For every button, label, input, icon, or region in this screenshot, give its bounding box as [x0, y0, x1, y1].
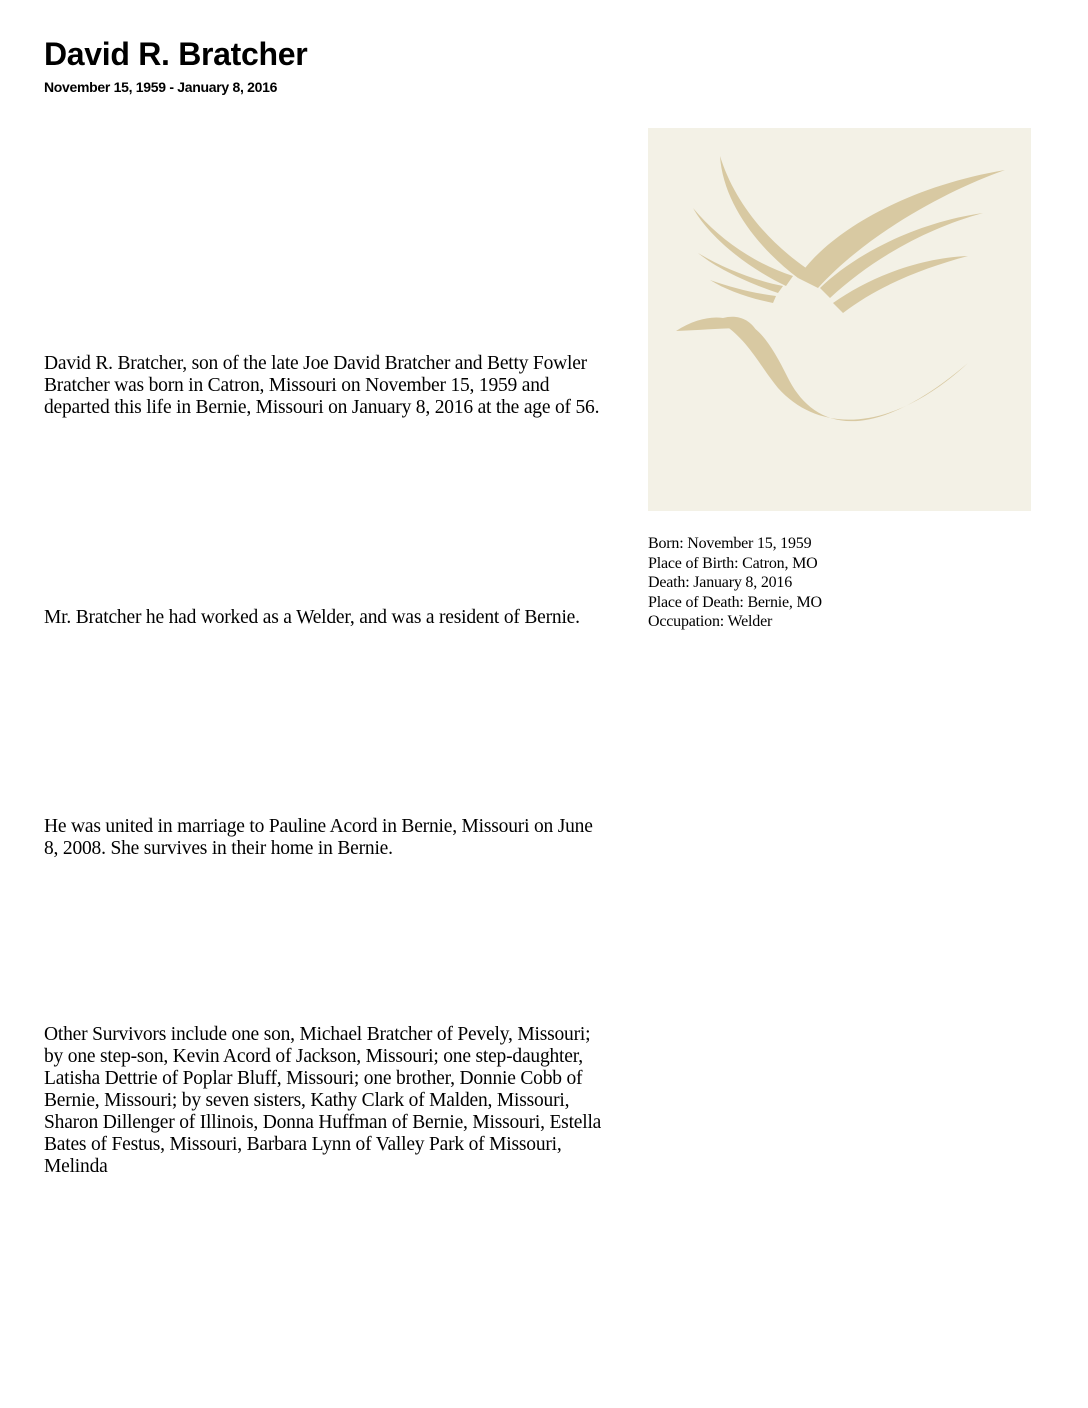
obituary-paragraph-occupation: Mr. Bratcher he had worked as a Welder, and was a resident of Bernie.	[44, 607, 580, 628]
obituary-paragraph-survivors: Other Survivors include one son, Michael Bratcher of Pevely, Missouri; by one step-son, Kevin Acord of Jackson, Missouri; one step-daughter, Latisha Dettrie of Poplar Bluff, Missouri; one brother, Donnie Cobb of Bernie, Missouri; by seven sisters, Kathy Clark of Malden, Missouri, Sharon Dillenger of Illinois, Donna Huffman of Bernie, Missouri, Estella Bates of Festus, Missouri, Barbara Lynn of Valley Park of Missouri, Melinda	[44, 1024, 602, 1177]
dove-icon	[648, 128, 1031, 511]
fact-place-of-birth: Place of Birth: Catron, MO	[648, 554, 818, 572]
vital-facts	[648, 534, 1068, 632]
fact-death: Death: January 8, 2016	[648, 574, 793, 591]
obituary-paragraph-birth: David R. Bratcher, son of the late Joe David Bratcher and Betty Fowler Bratcher was born in Catron, Missouri on November 15, 1959 and departed this life in Bernie, Missouri on January 8, 2016 at the age of 56.	[44, 353, 600, 418]
fact-occupation: Occupation: Welder	[648, 613, 773, 630]
deceased-name: David R. Bratcher	[44, 36, 308, 72]
life-dates: November 15, 1959 - January 8, 2016	[44, 79, 278, 95]
fact-place-of-death: Place of Death: Bernie, MO	[648, 593, 822, 611]
obituary-paragraph-marriage: He was united in marriage to Pauline Acord in Bernie, Missouri on June 8, 2008. She survives in their home in Bernie.	[44, 816, 593, 859]
memorial-photo	[648, 128, 1031, 511]
fact-born: Born: November 15, 1959	[648, 535, 812, 552]
